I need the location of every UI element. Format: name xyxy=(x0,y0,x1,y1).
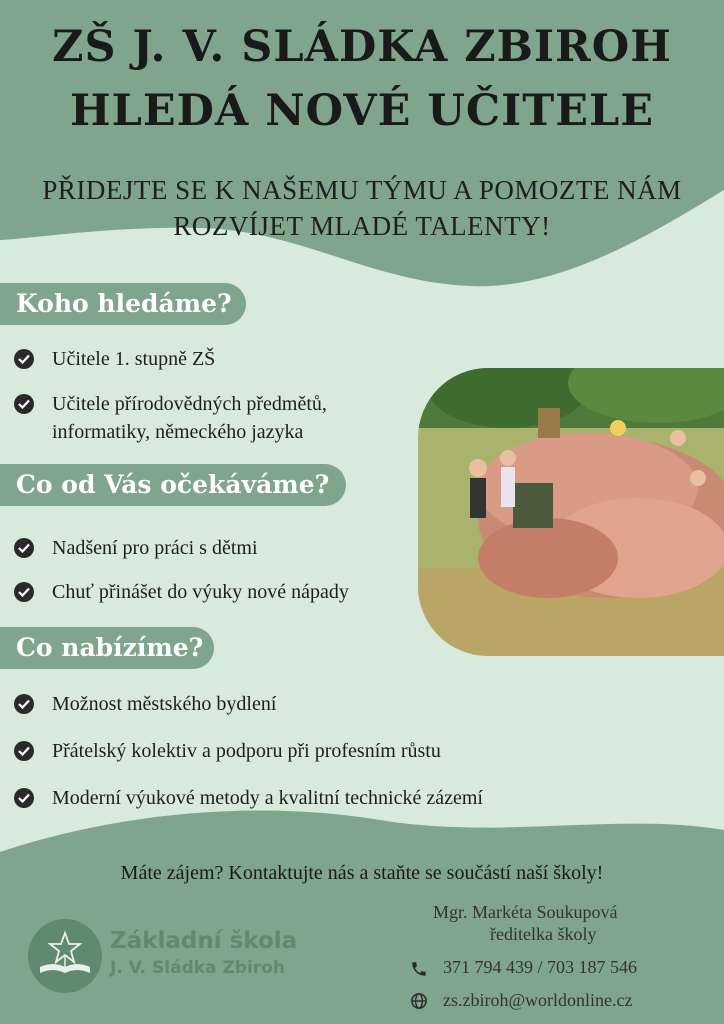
phone-number[interactable]: 371 794 439 / 703 187 546 xyxy=(443,957,638,977)
check-icon xyxy=(14,694,34,714)
phone-icon xyxy=(410,960,430,980)
list-item-text: Chuť přinášet do výuky nové nápady xyxy=(52,581,349,603)
list-item xyxy=(14,390,327,446)
list-item xyxy=(14,737,441,765)
list-item-text: Možnost městského bydlení xyxy=(52,693,277,715)
check-icon xyxy=(14,349,34,369)
list-item xyxy=(14,690,276,718)
subtitle-line-2: ROZVÍJET MLADÉ TALENTY! xyxy=(173,211,551,241)
email-link[interactable]: zs.zbiroh@worldonline.cz xyxy=(443,990,633,1010)
list-item xyxy=(14,534,258,562)
subtitle-line-1: PŘIDEJTE SE K NAŠEMU TÝMU A POMOZTE NÁM xyxy=(42,175,682,205)
check-icon xyxy=(14,538,34,558)
section-heading-nabizime: Co nabízíme? xyxy=(0,627,214,669)
section-heading-ocekavame: Co od Vás očekáváme? xyxy=(0,464,346,506)
call-to-action: Máte zájem? Kontaktujte nás a staňte se součástí naší školy! xyxy=(120,862,604,884)
list-item-text: Učitele 1. stupně ZŠ xyxy=(52,348,216,370)
logo-name: Základní škola xyxy=(110,928,298,954)
contact-role: ředitelka školy xyxy=(490,924,597,944)
list-item-text: Moderní výukové metody a kvalitní technické zázemí xyxy=(52,787,483,809)
list-item xyxy=(14,784,483,812)
group-photo xyxy=(418,368,724,656)
list-item-text xyxy=(52,390,327,446)
contact-name: Mgr. Markéta Soukupová xyxy=(433,902,618,922)
check-icon xyxy=(14,582,34,602)
list-item-line: informatiky, německého jazyka xyxy=(52,421,304,443)
list-item xyxy=(14,345,215,373)
list-item xyxy=(14,578,349,606)
check-icon xyxy=(14,788,34,808)
globe-icon xyxy=(410,992,430,1012)
list-item-text: Přátelský kolektiv a podporu při profesním růstu xyxy=(52,740,441,762)
section-heading-koho: Koho hledáme? xyxy=(0,283,246,325)
check-icon xyxy=(14,741,34,761)
title-line-1: ZŠ J. V. SLÁDKA ZBIROH xyxy=(52,22,672,72)
list-item-line: Učitele přírodovědných předmětů, xyxy=(52,393,327,415)
list-item-text: Nadšení pro práci s dětmi xyxy=(52,537,258,559)
school-logo-icon xyxy=(28,919,102,993)
title-line-2: HLEDÁ NOVÉ UČITELE xyxy=(70,86,654,136)
logo-subtitle: J. V. Sládka Zbiroh xyxy=(110,958,285,978)
check-icon xyxy=(14,394,34,414)
